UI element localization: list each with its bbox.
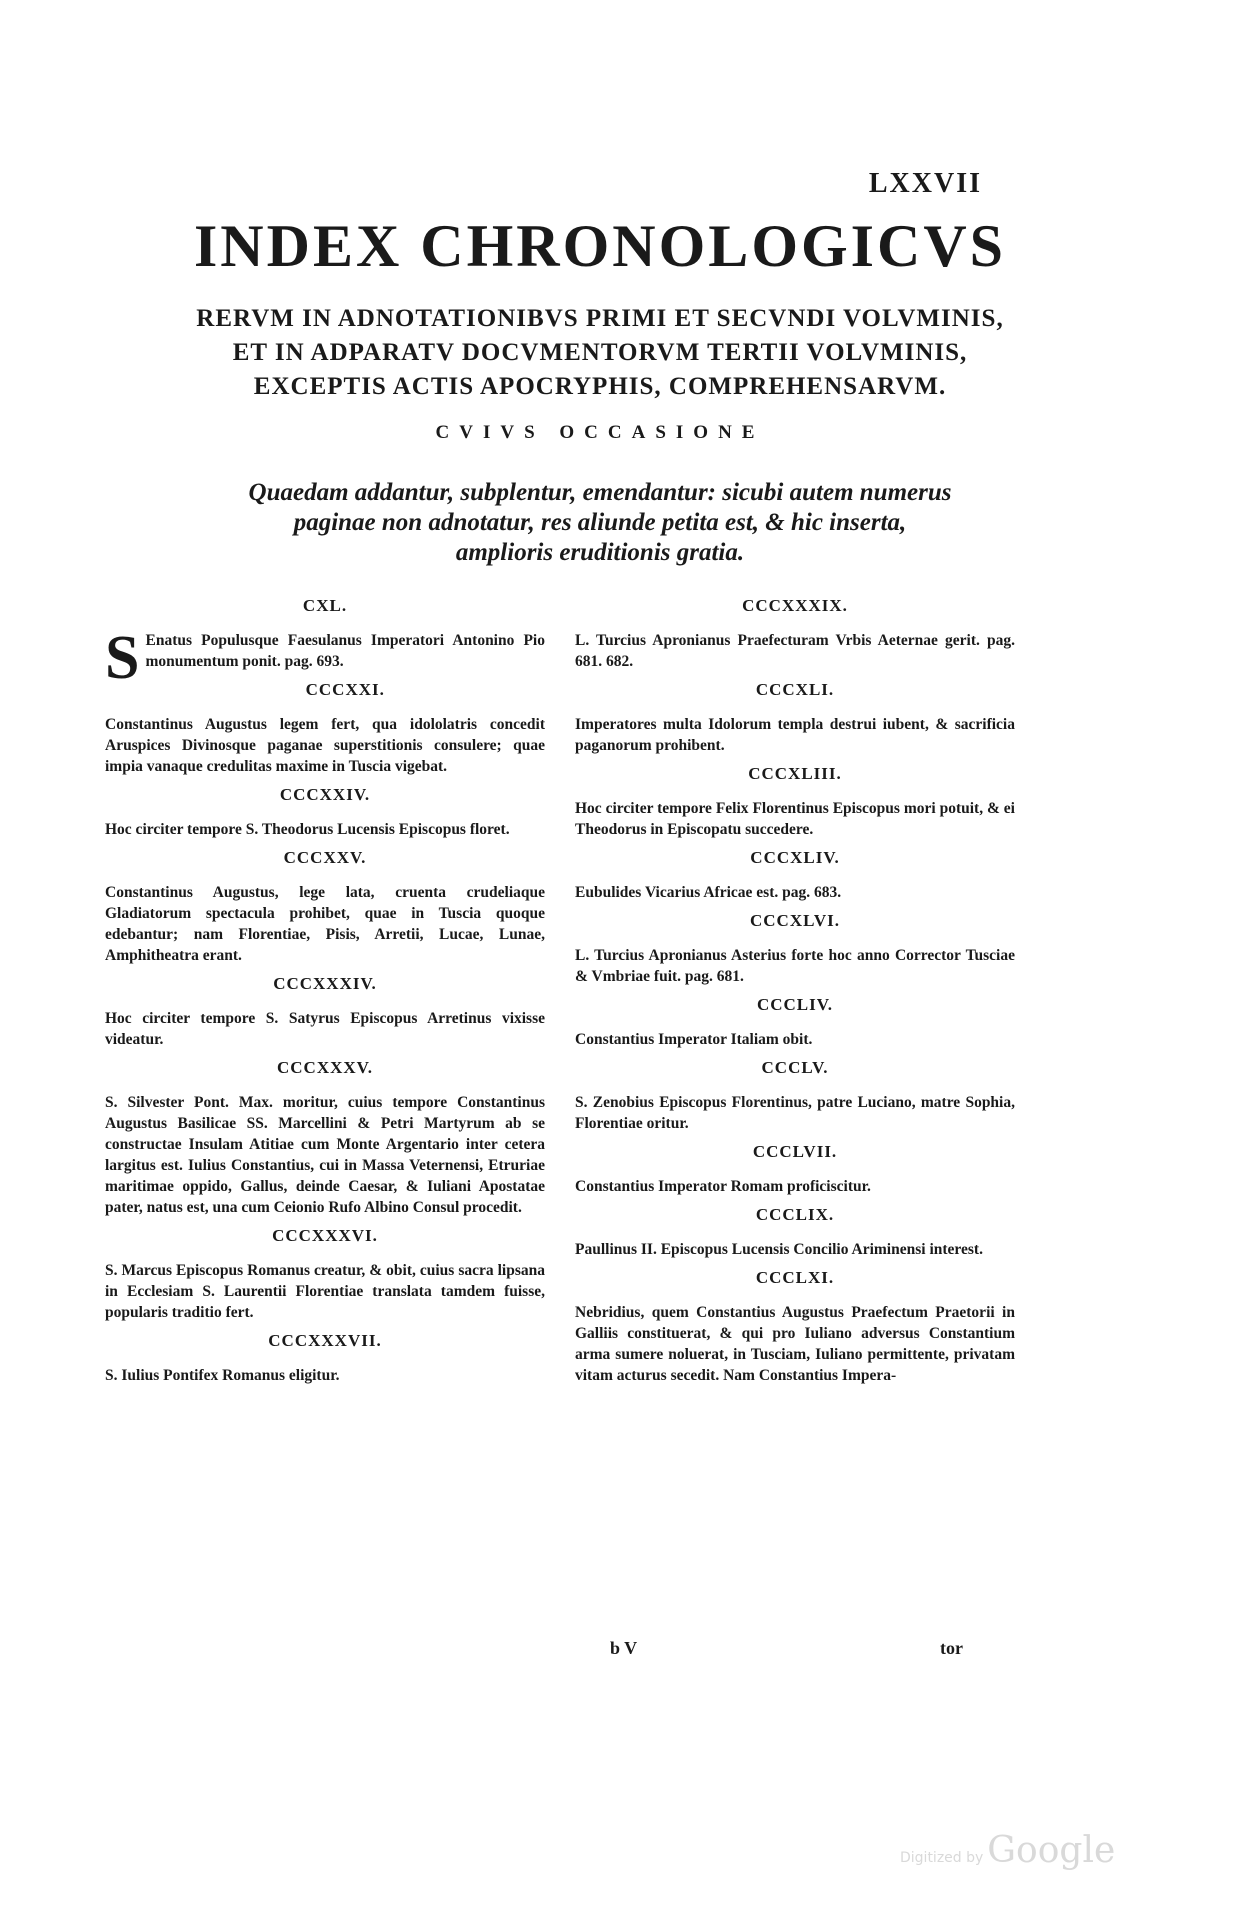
index-entry [105, 1331, 545, 1386]
entry-year: CCCXXI. [305, 680, 385, 699]
entry-year: CCCXLIV. [750, 848, 840, 867]
right-column [575, 590, 1015, 1394]
entry-text: Constantinus Augustus, lege lata, cruenta crudeliaque Gladiatorum spectacula prohibet, quae in Tuscia quoque edebantur; nam Florentiae, Pisis, Arretii, Lucae, Lunae, Amphitheatra erant. [105, 884, 545, 964]
entry-text: L. Turcius Apronianus Praefecturam Vrbis Aeternae gerit. pag. 681. 682. [575, 632, 1015, 670]
entry-text: Constantius Imperator Romam proficiscitur. [575, 1178, 871, 1195]
entry-text: L. Turcius Apronianus Asterius forte hoc anno Corrector Tusciae & Vmbriae fuit. pag. 681. [575, 947, 1015, 985]
index-entry [575, 1268, 1015, 1386]
entry-text: S. Marcus Episcopus Romanus creatur, & obit, cuius sacra lipsana in Ecclesiam S. Laurentii Florentiae translata tamdem fuisse, popularis traditio fert. [105, 1262, 545, 1321]
subtitle-line: EXCEPTIS ACTIS APOCRYPHIS, COMPREHENSARVM. [253, 373, 947, 400]
intro-line: Quaedam addantur, subplentur, emendantur: sicubi autem numerus [248, 479, 952, 506]
index-entry [575, 1058, 1015, 1134]
signature-mark: b V [610, 1638, 638, 1658]
entry-text: S. Zenobius Episcopus Florentinus, patre Luciano, matre Sophia, Florentiae oritur. [575, 1094, 1015, 1132]
intro-line: amplioris eruditionis gratia. [455, 539, 745, 566]
index-entry [105, 1058, 545, 1218]
occasione-heading: CVIVS OCCASIONE [435, 422, 765, 443]
page-number: LXXVII [868, 168, 982, 199]
drop-cap: S [105, 624, 140, 692]
index-entry [105, 848, 545, 966]
watermark-prefix: Digitized by [900, 1850, 984, 1866]
entry-year: CCCXXXVII. [268, 1331, 382, 1350]
entry-text: Hoc circiter tempore Felix Florentinus Episcopus mori potuit, & ei Theodorus in Episcopatu succedere. [575, 800, 1015, 838]
entry-year: CCCXXIV. [279, 785, 371, 804]
subtitle-line: RERVM IN ADNOTATIONIBVS PRIMI ET SECVNDI VOLVMINIS, [196, 305, 1004, 332]
entry-year: CCCXLI. [755, 680, 835, 699]
entry-text: Hoc circiter tempore S. Theodorus Lucensis Episcopus floret. [105, 821, 510, 838]
index-entry [575, 1142, 1015, 1197]
entry-year: CCCLIV. [756, 995, 834, 1014]
index-entry [105, 974, 545, 1050]
index-title: INDEX CHRONOLOGICVS [193, 213, 1007, 279]
entry-text: Hoc circiter tempore S. Satyrus Episcopus Arretinus vixisse videatur. [105, 1010, 545, 1048]
entry-year: CCCLXI. [755, 1268, 835, 1287]
index-entry [575, 764, 1015, 840]
entry-text: Enatus Populusque Faesulanus Imperatori Antonino Pio monumentum ponit. pag. 693. [145, 632, 545, 670]
entry-year: CCCLV. [761, 1058, 829, 1077]
entry-text: Eubulides Vicarius Africae est. pag. 683. [575, 884, 842, 901]
index-entry [575, 1205, 1015, 1260]
entry-text: Constantinus Augustus legem fert, qua idololatris concedit Aruspices Divinosque paganae superstitionis consulere; quae impia vanaque credulitas maxime in Tuscia vigebat. [105, 716, 545, 775]
entry-text: S. Silvester Pont. Max. moritur, cuius tempore Constantinus Augustus Basilicae SS. Marcellini & Petri Martyrum ab se constructae Insulam Atitiae cum Monte Argentario inter cetera largitus est. Iulius Constantius, cui in Massa Veternensi, Etruriae maritimae oppido, Gallus, deinde Caesar, & Iuliani Apostatae pater, natus est, una cum Ceionio Rufo Albino Consul procedit. [105, 1094, 545, 1216]
intro-paragraph [100, 478, 1100, 568]
watermark-brand: Google [987, 1830, 1116, 1871]
index-subtitle [100, 302, 1100, 404]
entry-text: Nebridius, quem Constantius Augustus Praefectum Praetorii in Galliis constituerat, & qui pro Iuliano adversus Constantium arma sumere noluerat, in Tusciam, Iuliano permittente, privatam vitam acturus secedit. Nam Constantius Impera- [575, 1304, 1015, 1384]
index-entry [575, 995, 1015, 1050]
index-entry [575, 848, 1015, 903]
subtitle-line: ET IN ADPARATV DOCVMENTORVM TERTII VOLVMINIS, [232, 339, 968, 366]
index-entry [575, 680, 1015, 756]
entry-year: CCCXLVI. [749, 911, 841, 930]
entry-year: CCCXXV. [283, 848, 367, 867]
index-entry [575, 911, 1015, 987]
entry-year: CCCXXXVI. [272, 1226, 378, 1245]
entry-text: Constantius Imperator Italiam obit. [575, 1031, 813, 1048]
left-column [105, 590, 545, 1394]
index-entry [105, 1226, 545, 1323]
entry-year: CCCXLIII. [748, 764, 842, 783]
catchword: tor [940, 1638, 963, 1658]
intro-line: paginae non adnotatur, res aliunde petita est, & hic inserta, [293, 509, 907, 536]
entry-year: CCCXXXV. [277, 1058, 373, 1077]
entry-year: CCCXXXIV. [273, 974, 377, 993]
entry-year: CCCLIX. [755, 1205, 835, 1224]
entry-year: CCCLVII. [752, 1142, 838, 1161]
index-entry [575, 596, 1015, 672]
entry-text: Imperatores multa Idolorum templa destrui iubent, & sacrificia paganorum prohibent. [575, 716, 1015, 754]
index-entry [105, 785, 545, 840]
entry-text: S. Iulius Pontifex Romanus eligitur. [105, 1367, 340, 1384]
digitized-watermark [900, 1830, 1115, 1871]
entry-text: Paullinus II. Episcopus Lucensis Concilio Ariminensi interest. [575, 1241, 983, 1258]
index-entry [105, 680, 545, 777]
entry-year: CCCXXXIX. [742, 596, 848, 615]
entry-year: CXL. [302, 596, 348, 615]
